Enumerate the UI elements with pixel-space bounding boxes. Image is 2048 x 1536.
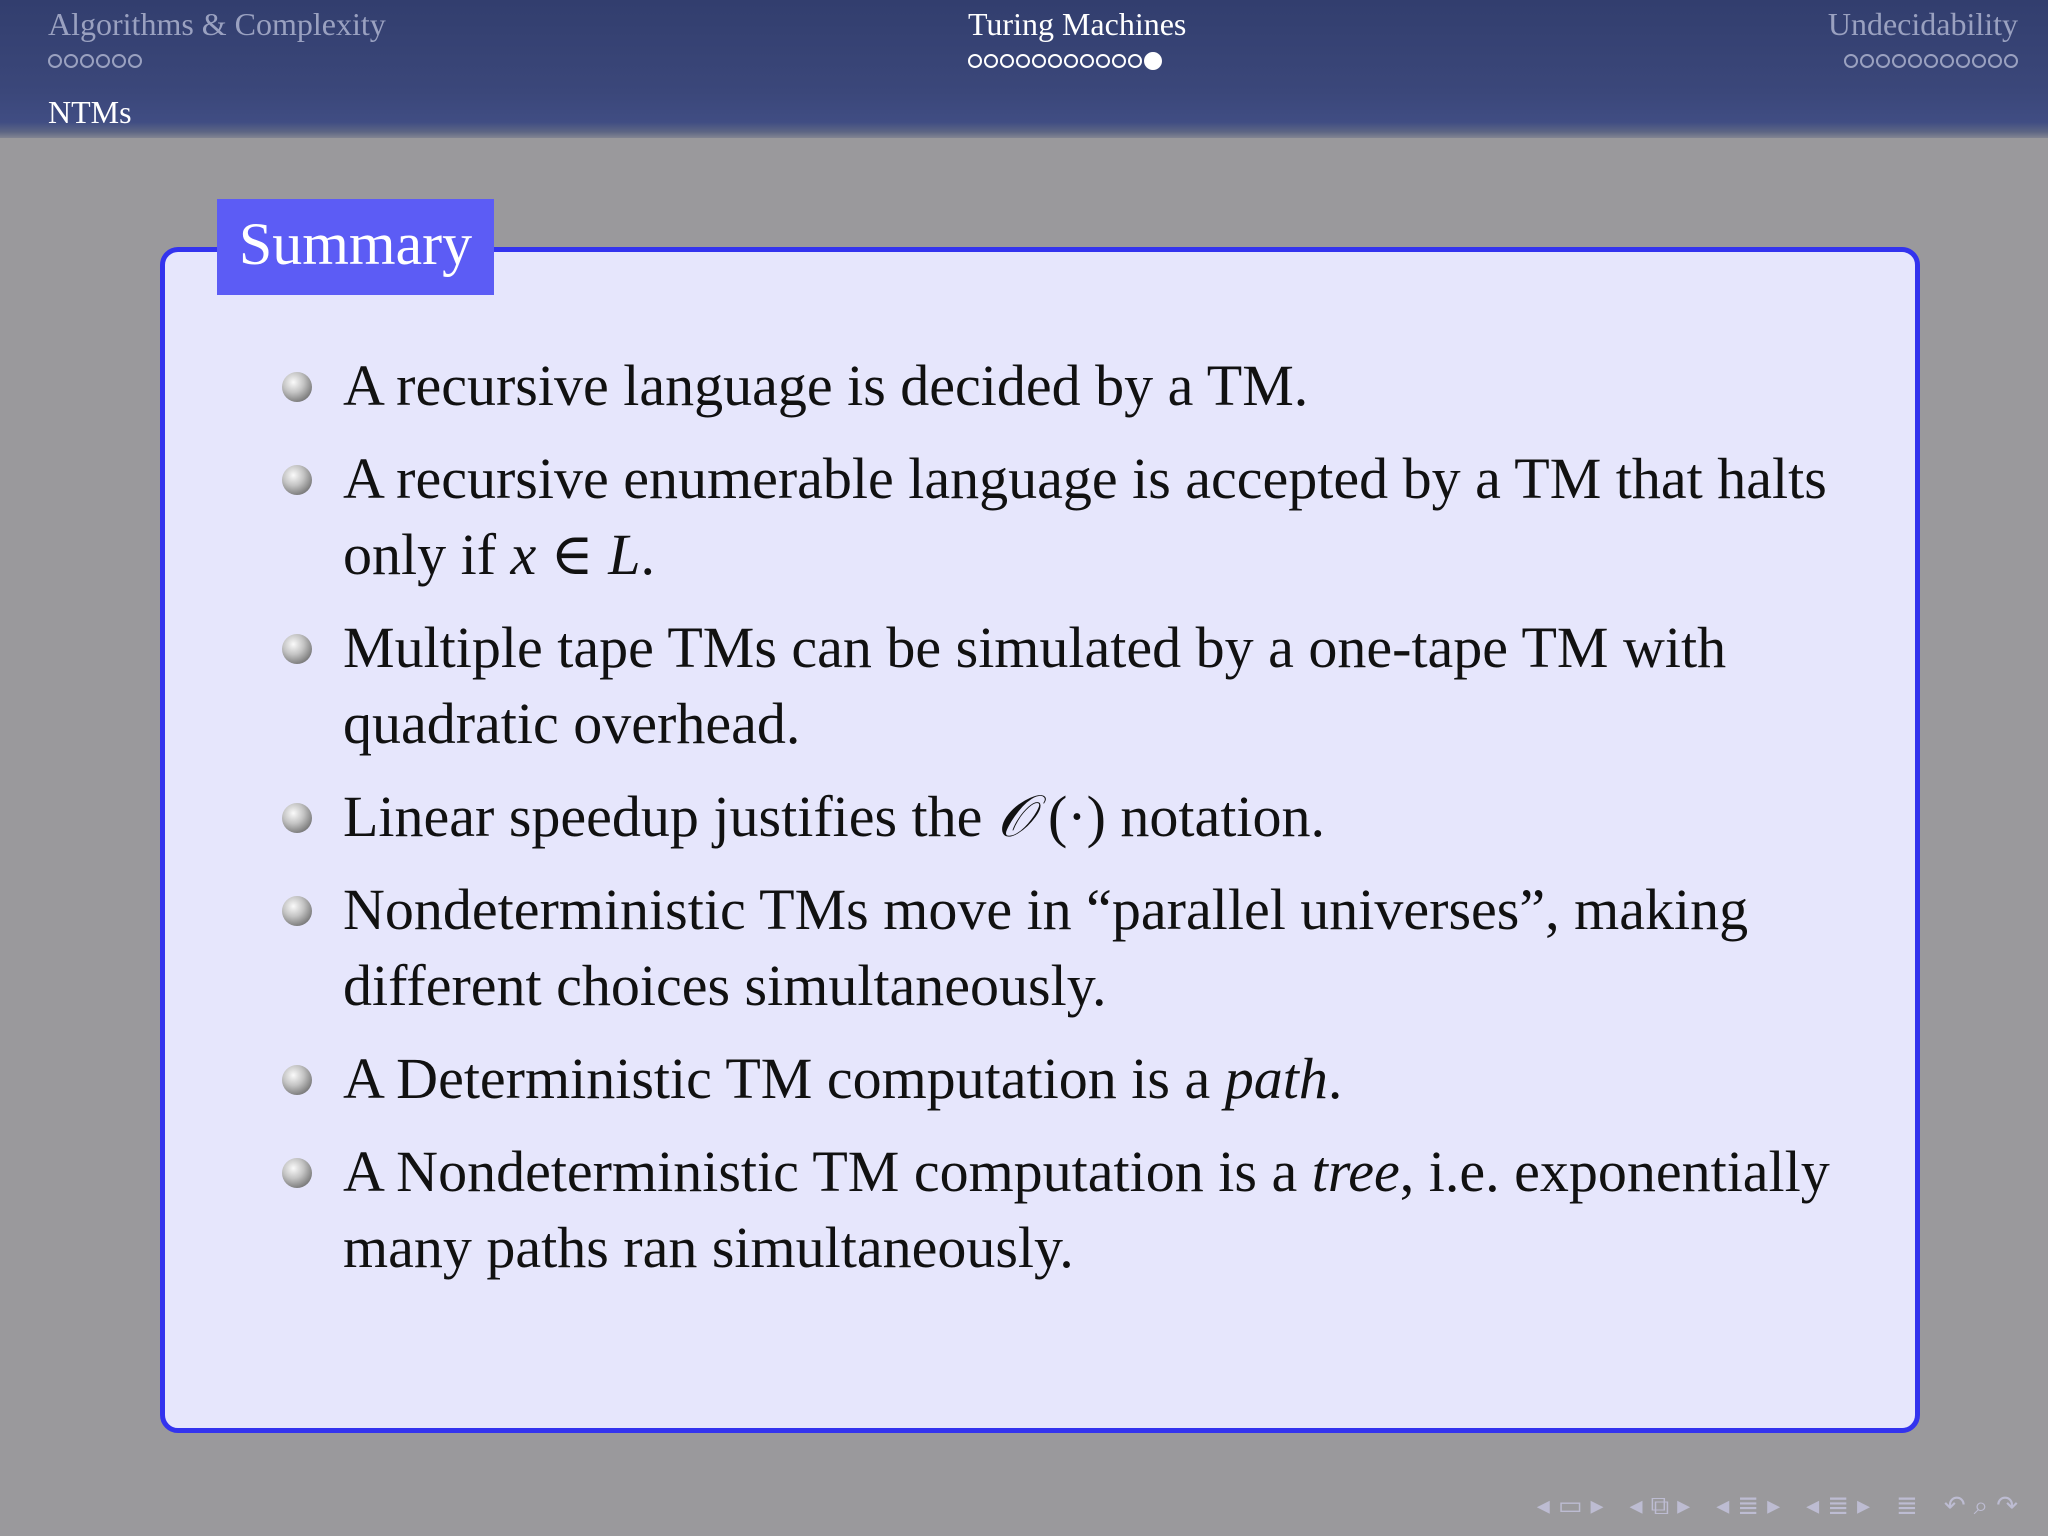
frame-dot[interactable] — [2004, 54, 2018, 68]
toc-icon[interactable]: ≣ — [1896, 1491, 1918, 1521]
document-icon[interactable]: ≣ — [1827, 1491, 1849, 1521]
frame-dot[interactable] — [1096, 54, 1110, 68]
frame-dot[interactable] — [96, 54, 110, 68]
item-text: A recursive language is decided by a TM. — [343, 353, 1309, 418]
frame-dots — [48, 51, 386, 71]
frame-dot[interactable] — [1112, 54, 1126, 68]
list-item — [282, 1134, 1842, 1286]
frame-dot[interactable] — [1032, 54, 1046, 68]
frame-dot[interactable] — [64, 54, 78, 68]
subsection-title: NTMs — [48, 94, 132, 130]
section-nav-undecidability[interactable] — [1828, 6, 2018, 71]
section-nav-algorithms[interactable] — [48, 6, 386, 71]
bullet-icon — [282, 1158, 312, 1188]
frame-dot[interactable] — [1988, 54, 2002, 68]
bullet-icon — [282, 372, 312, 402]
arrow-right-icon[interactable]: ▸ — [1590, 1491, 1604, 1521]
big-o-symbol: 𝒪 — [996, 784, 1034, 849]
section-title[interactable]: Algorithms & Complexity — [48, 6, 386, 42]
bullet-icon — [282, 465, 312, 495]
math-variable: L — [608, 522, 641, 587]
item-text: Linear speedup justifies the 𝒪 (·) notation. — [343, 784, 1325, 849]
item-text: Nondeterministic TMs move in “parallel universes”, making different choices simultaneously. — [343, 877, 1749, 1018]
frame-dot[interactable] — [1064, 54, 1078, 68]
block-title: Summary — [217, 199, 494, 295]
frame-dot[interactable] — [1956, 54, 1970, 68]
frame-dot[interactable] — [1048, 54, 1062, 68]
arrow-left-icon[interactable]: ◂ — [1806, 1491, 1820, 1521]
frame-dot[interactable] — [48, 54, 62, 68]
math-variable: x — [510, 522, 537, 587]
bullet-icon — [282, 1065, 312, 1095]
search-icon[interactable]: ⌕ — [1973, 1491, 1989, 1521]
frame-dots — [1828, 51, 2018, 71]
list-item — [282, 779, 1842, 855]
current-frame-dot[interactable] — [1144, 52, 1162, 70]
item-text: A Nondeterministic TM computation is a tree, i.e. exponentially many paths ran simultaneously. — [343, 1139, 1830, 1280]
bullet-icon — [282, 896, 312, 926]
section-icon[interactable]: ≣ — [1737, 1491, 1760, 1521]
item-text: A Deterministic TM computation is a path. — [343, 1046, 1343, 1111]
frame-dot[interactable] — [1876, 54, 1890, 68]
frame-dot[interactable] — [1128, 54, 1142, 68]
frame-dot[interactable] — [128, 54, 142, 68]
frame-dots — [968, 51, 1186, 71]
arrow-right-icon[interactable]: ▸ — [1856, 1491, 1871, 1521]
list-item — [282, 441, 1842, 593]
list-item — [282, 610, 1842, 762]
frame-dot[interactable] — [1908, 54, 1922, 68]
frame-dot[interactable] — [80, 54, 94, 68]
frame-dot[interactable] — [984, 54, 998, 68]
list-item — [282, 1041, 1842, 1117]
arrow-right-icon[interactable]: ▸ — [1767, 1491, 1781, 1521]
item-text: A recursive enumerable language is accepted by a TM that halts only if x ∈ L. — [343, 446, 1827, 587]
frame-dot[interactable] — [1000, 54, 1014, 68]
beamer-navigation-bar — [1533, 1486, 2022, 1526]
subsection-icon[interactable]: ⧉ — [1650, 1491, 1670, 1521]
emphasis: tree — [1311, 1139, 1400, 1204]
summary-list — [282, 348, 1842, 1303]
section-title[interactable]: Undecidability — [1827, 6, 2018, 42]
frame-dot[interactable] — [1924, 54, 1938, 68]
bullet-icon — [282, 803, 312, 833]
frame-dot[interactable] — [1016, 54, 1030, 68]
frame-dot[interactable] — [1940, 54, 1954, 68]
frame-dot[interactable] — [1844, 54, 1858, 68]
frame-dot[interactable] — [1860, 54, 1874, 68]
list-item — [282, 348, 1842, 424]
redo-icon[interactable]: ↷ — [1996, 1491, 2018, 1521]
section-nav-turing-machines[interactable] — [968, 6, 1186, 71]
undo-icon[interactable]: ↶ — [1943, 1491, 1966, 1521]
arrow-right-icon[interactable]: ▸ — [1677, 1491, 1691, 1521]
section-title[interactable]: Turing Machines — [968, 6, 1187, 42]
list-item — [282, 872, 1842, 1024]
item-text: Multiple tape TMs can be simulated by a one-tape TM with quadratic overhead. — [343, 615, 1727, 756]
frame-dot[interactable] — [1892, 54, 1906, 68]
beamer-header — [0, 0, 2048, 138]
emphasis: path — [1224, 1046, 1328, 1111]
arrow-left-icon[interactable]: ◂ — [1716, 1491, 1730, 1521]
arrow-left-icon[interactable]: ◂ — [1536, 1491, 1550, 1521]
frame-dot[interactable] — [112, 54, 126, 68]
arrow-left-icon[interactable]: ◂ — [1629, 1491, 1643, 1521]
frame-dot[interactable] — [1972, 54, 1986, 68]
frame-dot[interactable] — [1080, 54, 1094, 68]
frame-dot[interactable] — [968, 54, 982, 68]
frame-icon[interactable]: ▭ — [1557, 1491, 1583, 1521]
bullet-icon — [282, 634, 312, 664]
